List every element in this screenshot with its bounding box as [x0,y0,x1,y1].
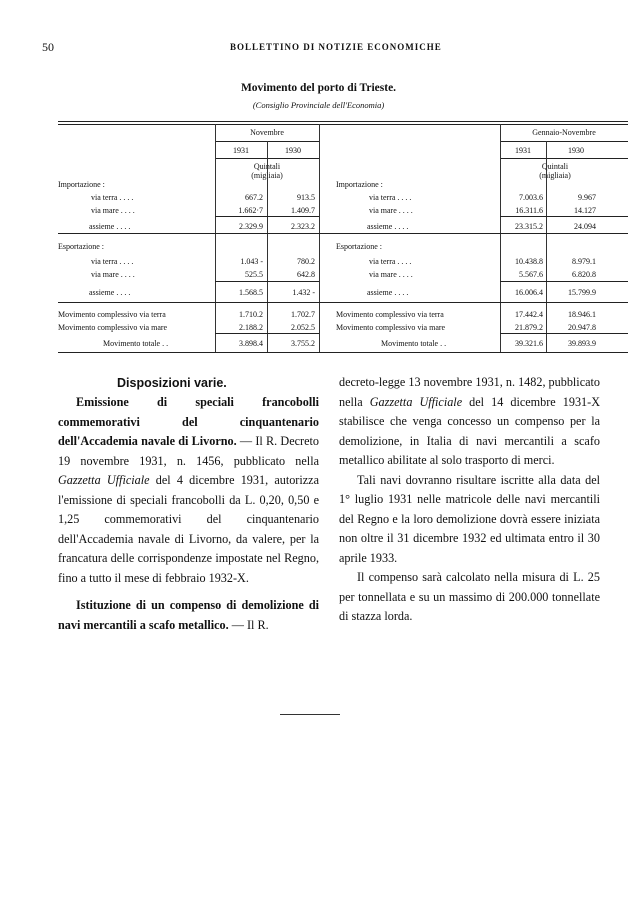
subtotal-rule [215,216,319,217]
table-cell: 1.702.7 [291,310,315,319]
paragraph-text: del 4 dicembre 1931, autorizza l'emissione di speciali francobolli da L. 0,20, 0,50 e 1,25 commemorativi del cinquantenario dell'Accademia navale di Livorno, da valere, per la francatura delle corrispondenze impostate nel Regno, fino a tutto il mese di febbraio 1932-X. [58,473,319,585]
table-cell: 6.820.8 [572,270,596,279]
paragraph-title: Istituzione di un compenso di demolizione di navi mercantili a scafo metallico. [58,598,319,632]
unit-line-1: Quintali [541,162,569,171]
table-top-rule-double [58,124,628,125]
unit-label-right [500,162,610,180]
paragraph-text: decreto-legge 13 novembre 1931, n. 1482, pubblicato nella [339,375,600,409]
paragraph-text: Gazzetta Ufficiale [58,473,150,487]
subtotal-rule [500,281,628,282]
unit-line-2: (migliaia) [539,171,571,180]
table-cell: 14.127 [574,206,596,215]
col-rule [267,141,268,352]
row-label: via terra . . . . [369,257,412,266]
running-title: BOLLETTINO DI NOTIZIE ECONOMICHE [230,42,442,52]
table-top-rule [58,121,628,122]
row-label: Movimento totale . . [103,339,169,348]
paragraph-compenso: Il compenso sarà calcolato nella misura di L. 25 per tonnellata e su un massimo di 200.000 tonnellate di stazza lorda. [339,570,600,623]
paragraph-text: — Il R. [228,617,269,632]
year-rule-right [500,158,628,159]
table-cell: 16.311.6 [515,206,543,215]
row-label: via terra . . . . [369,193,412,202]
table-cell: 16.006.4 [515,288,543,297]
row-label: assieme . . . . [367,222,409,231]
left-column [58,393,319,635]
table-cell: 1.043 - [240,257,263,266]
table-cell: 39.321.6 [515,339,543,348]
table-cell: 21.879.2 [515,323,543,332]
table-cell: 17.442.4 [515,310,543,319]
table-cell: 1.432 - [292,288,315,297]
col-rule [319,124,320,352]
table-cell: 1.409.7 [291,206,315,215]
table-cell: 913.5 [297,193,315,202]
subtotal-rule [500,216,628,217]
group-rule-right [500,141,628,142]
row-label: Esportazione : [336,242,382,251]
paragraph-text: — Il R. Decreto 19 novembre 1931, n. 1456, pubblicato nella [58,434,319,468]
paragraph-navi: Tali navi dovranno risultare iscritte alla data del 1° luglio 1931 nelle matricole delle navi mercantili del Regno e la loro demolizione dovrà essere iniziata non oltre il 31 dicembre 1932 ed ultimata entro il 30 aprile 1933. [339,472,600,565]
row-label: assieme . . . . [367,288,409,297]
section-rule [58,233,628,234]
table-cell: 9.967 [578,193,596,202]
row-label: Importazione : [336,180,383,189]
table-cell: 1.710.2 [239,310,263,319]
table-cell: 1.662·7 [238,206,263,215]
row-label: via mare . . . . [91,206,135,215]
year-header-left-2: 1930 [285,146,301,155]
row-label: via terra . . . . [91,257,134,266]
table-cell: 20.947.8 [568,323,596,332]
table-cell: 2.188.2 [239,323,263,332]
table-cell: 2.329.9 [239,222,263,231]
section-rule [58,302,628,303]
row-label: Movimento complessivo via terra [336,310,444,319]
section-heading: Disposizioni varie. [117,376,227,390]
paragraph-title: Emissione di speciali francobolli commemorativi del cinquantenario dell'Accademia navale di Livorno. [58,395,319,448]
table-cell: 3.898.4 [239,339,263,348]
row-label: Movimento complessivo via mare [336,323,446,332]
row-label: Importazione : [58,180,105,189]
right-column [339,373,600,627]
row-label: assieme . . . . [89,222,131,231]
subtotal-rule [215,281,319,282]
paragraph-francobolli [58,393,319,588]
row-label: Movimento complessivo via terra [58,310,166,319]
page-number: 50 [42,40,54,54]
paragraph-text: del 14 dicembre 1931-X stabilisce che venga concesso un compenso per la demolizione, in Italia di navi mercantili a scafo metallico abilitate al solo trasporto di merci. [339,394,600,467]
table-cell: 642.8 [297,270,315,279]
table-cell: 2.323.2 [291,222,315,231]
year-header-right-2: 1930 [568,146,584,155]
table-cell: 24.094 [574,222,596,231]
table-cell: 39.893.9 [568,339,596,348]
table-cell: 23.315.2 [515,222,543,231]
end-rule [280,714,340,715]
table-bottom-rule [58,352,628,353]
year-header-left-1: 1931 [233,146,249,155]
row-label: via mare . . . . [91,270,135,279]
unit-line-1: Quintali [253,162,281,171]
paragraph-demolizione-cont [339,373,600,471]
table-cell: 2.052.5 [291,323,315,332]
col-rule [546,141,547,352]
subtotal-rule [500,333,628,334]
table-cell: 667.2 [245,193,263,202]
group-header-right: Gennaio-Novembre [532,128,596,137]
year-header-right-1: 1931 [515,146,531,155]
table-cell: 10.438.8 [515,257,543,266]
row-label: Movimento totale . . [381,339,447,348]
row-label: Esportazione : [58,242,104,251]
table-cell: 8.979.1 [572,257,596,266]
unit-line-2: (migliaia) [251,171,283,180]
row-label: via terra . . . . [91,193,134,202]
paragraph-demolizione-start [58,596,319,635]
table-title: Movimento del porto di Trieste. [240,82,397,94]
table-cell: 780.2 [297,257,315,266]
table-subtitle: (Consiglio Provinciale dell'Economia) [252,100,385,110]
table-cell: 18.946.1 [568,310,596,319]
paragraph-text: Gazzetta Ufficiale [369,394,463,409]
table-cell: 7.003.6 [519,193,543,202]
table-cell: 3.755.2 [291,339,315,348]
table-cell: 525.5 [245,270,263,279]
row-label: Movimento complessivo via mare [58,323,168,332]
table-cell: 1.568.5 [239,288,263,297]
row-label: assieme . . . . [89,288,131,297]
row-label: via mare . . . . [369,270,413,279]
group-header-left: Novembre [250,128,284,137]
row-label: via mare . . . . [369,206,413,215]
table-cell: 15.799.9 [568,288,596,297]
table-cell: 5.567.6 [519,270,543,279]
subtotal-rule [215,333,319,334]
